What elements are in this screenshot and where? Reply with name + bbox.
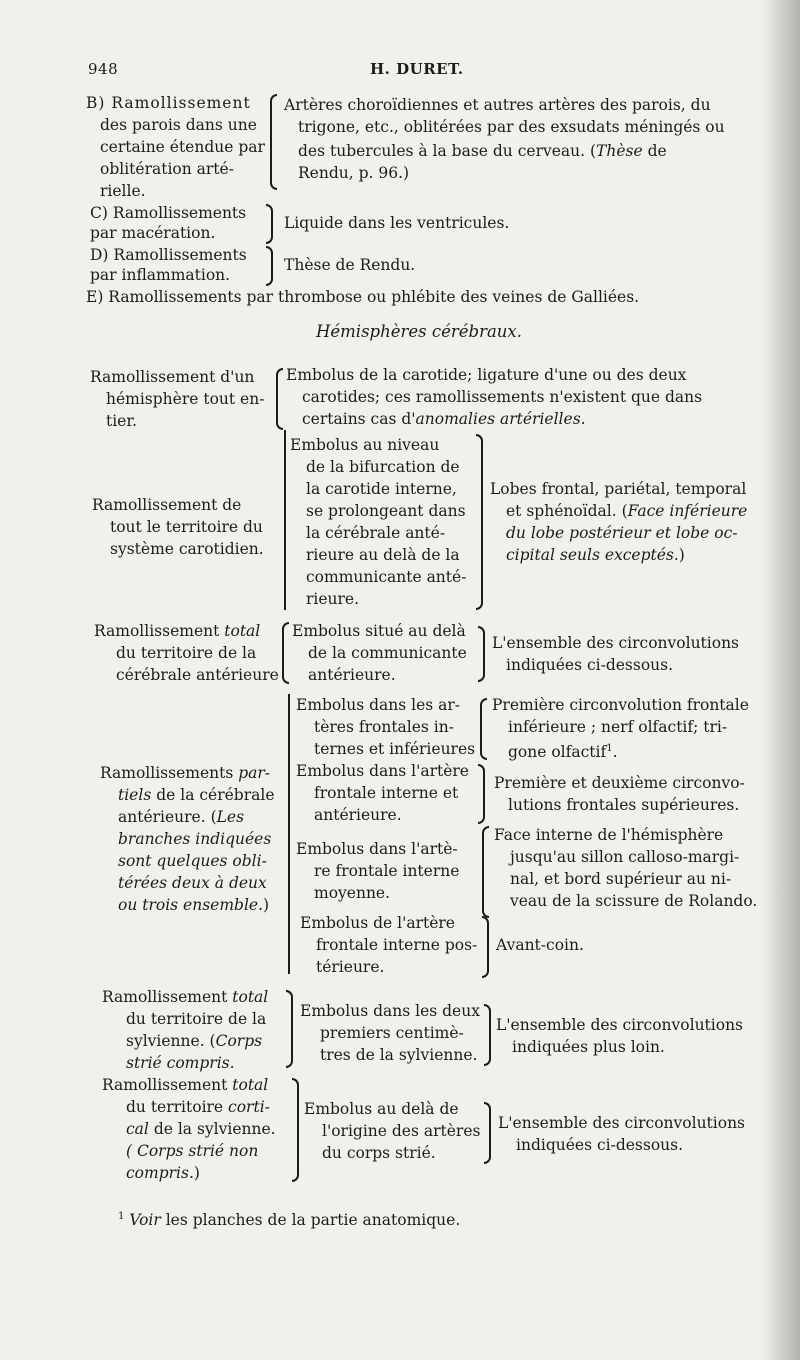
brace [270, 94, 277, 190]
r5-mid-line: premiers centimè- [320, 1024, 464, 1042]
r3-left-line: cérébrale antérieure [116, 666, 279, 684]
r5-mid-line: tres de la sylvienne. [320, 1046, 478, 1064]
r4a-right-line: inférieure ; nerf olfactif; tri- [508, 718, 728, 736]
r6-left: Ramollissement total [102, 1076, 269, 1094]
r4-left-line: tiels de la cérébrale [118, 786, 275, 804]
r4d-right: Avant-coin. [496, 936, 584, 954]
r4c-right-line: jusqu'au sillon calloso-margi- [510, 848, 740, 866]
r2-right-line: cipital seuls exceptés.) [506, 546, 685, 564]
brace [484, 1004, 491, 1066]
vertical-rule [284, 430, 286, 610]
vertical-rule [288, 694, 290, 974]
r1-left-line: tier. [106, 412, 137, 430]
footnote: $^1$ Voir les planches de la partie anatomique. [118, 1211, 461, 1230]
r4c-mid-line: re frontale interne [314, 862, 460, 880]
r5-left: Ramollissement total [102, 988, 269, 1006]
r4b-right: Première et deuxième circonvo- [494, 774, 745, 792]
r4b-mid: Embolus dans l'artère [296, 762, 469, 780]
r4-left-line: térées deux à deux [118, 874, 267, 892]
r4a-right-line: gone olfactif$^1$. [508, 743, 618, 762]
r2-mid-line: se prolongeant dans [306, 502, 466, 520]
brace [478, 764, 485, 824]
r6-left-line: cal de la sylvienne. [126, 1120, 276, 1138]
b-label-line: oblitération arté- [100, 160, 234, 178]
r6-right-line: indiquées ci-dessous. [516, 1136, 684, 1154]
brace [276, 368, 283, 430]
brace [478, 626, 485, 682]
r5-right: L'ensemble des circonvolutions [496, 1016, 744, 1034]
page-number: 948 [88, 60, 119, 78]
r2-mid-line: de la bifurcation de [306, 458, 460, 476]
r4-left-line: antérieure. (Les [118, 808, 245, 826]
r4b-mid-line: antérieure. [314, 806, 402, 824]
r4c-right-line: nal, et bord supérieur au ni- [510, 870, 732, 888]
r4a-right: Première circonvolution frontale [492, 696, 749, 714]
brace [266, 204, 273, 244]
r2-mid-line: rieure au delà de la [306, 546, 460, 564]
r3-mid: Embolus situé au delà [292, 622, 466, 640]
b-label-line: certaine étendue par [100, 138, 265, 156]
r4d-mid-line: térieure. [316, 958, 385, 976]
r6-mid: Embolus au delà de [304, 1100, 459, 1118]
b-label-line: des parois dans une [100, 116, 257, 134]
r6-left-line: compris.) [126, 1164, 200, 1182]
r4-left-line: ou trois ensemble.) [118, 896, 270, 914]
r1-right-line: carotides; ces ramollissements n'existent que dans [302, 388, 703, 406]
r2-mid: Embolus au niveau [290, 436, 440, 454]
r1-right-line: certains cas d'anomalies artérielles. [302, 410, 586, 428]
r5-left-line: du territoire de la [126, 1010, 267, 1028]
r6-mid-line: du corps strié. [322, 1144, 436, 1162]
r2-left-line: système carotidien. [110, 540, 264, 558]
c-label: C) Ramollissements [90, 204, 247, 222]
r4a-mid: Embolus dans les ar- [296, 696, 461, 714]
r4c-mid: Embolus dans l'artè- [296, 840, 458, 858]
b-desc-line: des tubercules à la base du cerveau. (Thèse de [298, 142, 667, 160]
r3-mid-line: antérieure. [308, 666, 396, 684]
r2-mid-line: communicante anté- [306, 568, 467, 586]
r4d-mid-line: frontale interne pos- [316, 936, 478, 954]
r6-right: L'ensemble des circonvolutions [498, 1114, 746, 1132]
r3-right-line: indiquées ci-dessous. [506, 656, 674, 674]
r6-left-line: du territoire corti- [126, 1098, 270, 1116]
b-desc-line: Artères choroïdiennes et autres artères des parois, du [284, 96, 711, 114]
r2-right: Lobes frontal, pariétal, temporal [490, 480, 747, 498]
r4-left: Ramollissements par- [100, 764, 271, 782]
c-label-line: par macération. [90, 224, 216, 242]
r3-left-line: du territoire de la [116, 644, 257, 662]
brace [286, 990, 293, 1068]
r6-mid-line: l'origine des artères [322, 1122, 481, 1140]
d-label: D) Ramollissements [90, 246, 247, 264]
r5-left-line: sylvienne. (Corps [126, 1032, 263, 1050]
r5-left-line: strié compris. [126, 1054, 235, 1072]
brace [482, 916, 489, 978]
brace [266, 246, 273, 286]
r5-right-line: indiquées plus loin. [512, 1038, 665, 1056]
r3-left: Ramollissement total [94, 622, 261, 640]
b-label: B) Ramollissement [86, 94, 251, 112]
r4d-mid: Embolus de l'artère [300, 914, 455, 932]
r4-left-line: sont quelques obli- [118, 852, 267, 870]
b-label-line: rielle. [100, 182, 146, 200]
brace [476, 434, 483, 610]
e-line: E) Ramollissements par thrombose ou phlébite des veines de Galliées. [86, 288, 640, 306]
running-head: H. DURET. [370, 60, 464, 78]
brace [482, 826, 489, 918]
r1-left: Ramollissement d'un [90, 368, 255, 386]
r2-left: Ramollissement de [92, 496, 242, 514]
r4a-mid-line: ternes et inférieures [314, 740, 476, 758]
r2-mid-line: la carotide interne, [306, 480, 457, 498]
r4c-right: Face interne de l'hémisphère [494, 826, 724, 844]
brace [282, 622, 289, 684]
r3-mid-line: de la communicante [308, 644, 467, 662]
r6-left-line: ( Corps strié non [126, 1142, 259, 1160]
section-title: Hémisphères cérébraux. [316, 322, 522, 341]
r2-right-line: du lobe postérieur et lobe oc- [506, 524, 738, 542]
r3-right: L'ensemble des circonvolutions [492, 634, 740, 652]
r1-right: Embolus de la carotide; ligature d'une ou des deux [286, 366, 687, 384]
c-desc: Liquide dans les ventricules. [284, 214, 510, 232]
r1-left-line: hémisphère tout en- [106, 390, 265, 408]
d-desc: Thèse de Rendu. [284, 256, 416, 274]
r5-mid: Embolus dans les deux [300, 1002, 480, 1020]
r4a-mid-line: tères frontales in- [314, 718, 454, 736]
b-desc-line: trigone, etc., oblitérées par des exsudats méningés ou [298, 118, 725, 136]
r4-left-line: branches indiquées [118, 830, 272, 848]
r4b-mid-line: frontale interne et [314, 784, 459, 802]
brace [292, 1078, 299, 1182]
page-shadow [762, 0, 800, 1360]
b-desc-line: Rendu, p. 96.) [298, 164, 410, 182]
brace [480, 698, 487, 760]
r2-mid-line: la cérébrale anté- [306, 524, 446, 542]
brace [484, 1102, 491, 1164]
r2-right-line: et sphénoïdal. (Face inférieure [506, 502, 748, 520]
d-label-line: par inflammation. [90, 266, 231, 284]
r4c-right-line: veau de la scissure de Rolando. [510, 892, 758, 910]
r2-mid-line: rieure. [306, 590, 360, 608]
r4c-mid-line: moyenne. [314, 884, 391, 902]
r2-left-line: tout le territoire du [110, 518, 263, 536]
r4b-right-line: lutions frontales supérieures. [508, 796, 740, 814]
